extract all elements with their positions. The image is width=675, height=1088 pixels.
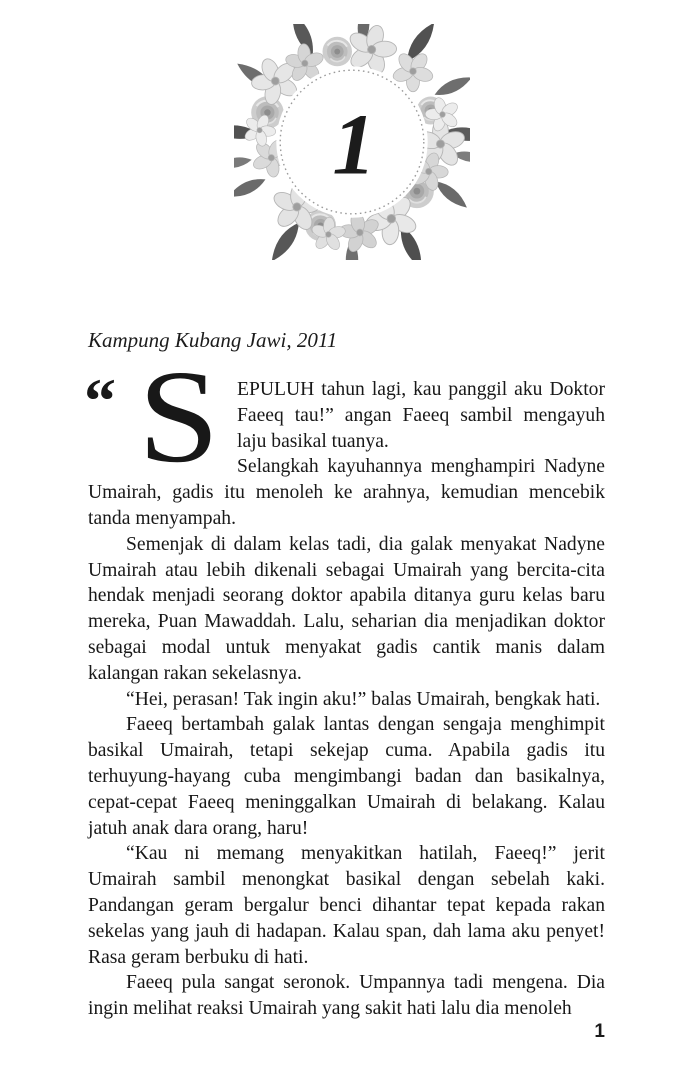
chapter-body — [84, 342, 605, 1022]
paragraph-7: Faeeq pula sangat seronok. Umpannya tadi mengena. Dia ingin melihat reaksi Umairah yang sakit hati lalu dia menoleh — [88, 972, 605, 1020]
paragraph-5: Faeeq bertambah galak lantas dengan sengaja menghimpit basikal Umairah, tetapi sekejap cuma. Apabila gadis itu terhuyung-hayang cuba mengimbangi badan dan basikalnya, cepat-cepat Faeeq meninggalkan Umairah di belakang. Kalau jatuh anak dara orang, haru! — [88, 714, 605, 839]
paragraph-4: “Hei, perasan! Tak ingin aku!” balas Umairah, bengkak hati. — [126, 688, 601, 710]
drop-cap — [84, 342, 237, 490]
chapter-number: 1 — [332, 96, 376, 193]
drop-cap-letter: S — [138, 342, 220, 490]
paragraph-6: “Kau ni memang menyakitkan hatilah, Faeeq!” jerit Umairah sambil menongkat basikal dengan sebelah kaki. Pandangan geram bergalur benci dihantar tepat kepada rakan sekelas yang jauh di hadapan. Kalau span, dah lama aku penyet! Rasa geram berbuku di hati. — [88, 843, 605, 968]
paragraph-1 — [84, 342, 605, 490]
chapter-ornament — [234, 24, 470, 260]
paragraph-2: Selangkah kayuhannya menghampiri Nadyne Umairah, gadis itu menoleh ke arahnya, kemudian mencebik tanda menyampah. — [88, 456, 605, 529]
page-number: 1 — [594, 1021, 605, 1042]
open-quote-mark: “ — [84, 365, 112, 436]
chapter-dateline: Kampung Kubang Jawi, 2011 — [88, 328, 338, 352]
paragraph-3: Semenjak di dalam kelas tadi, dia galak menyakat Nadyne Umairah atau lebih dikenali sebagai Umairah yang bercita-cita hendak menjadi seorang doktor apabila ditanya guru kelas baru mereka, Puan Mawaddah. Lalu, seharian dia menjadikan doktor sebagai modal untuk menyakat gadis cantik manis dalam kalangan rakan sekelasnya. — [88, 533, 605, 684]
floral-wreath-icon — [234, 24, 470, 260]
paragraph-text: EPULUH tahun lagi, kau panggil aku Doktor Faeeq tau!” angan Faeeq sambil mengayuh laju basikal tuanya. — [237, 379, 605, 452]
